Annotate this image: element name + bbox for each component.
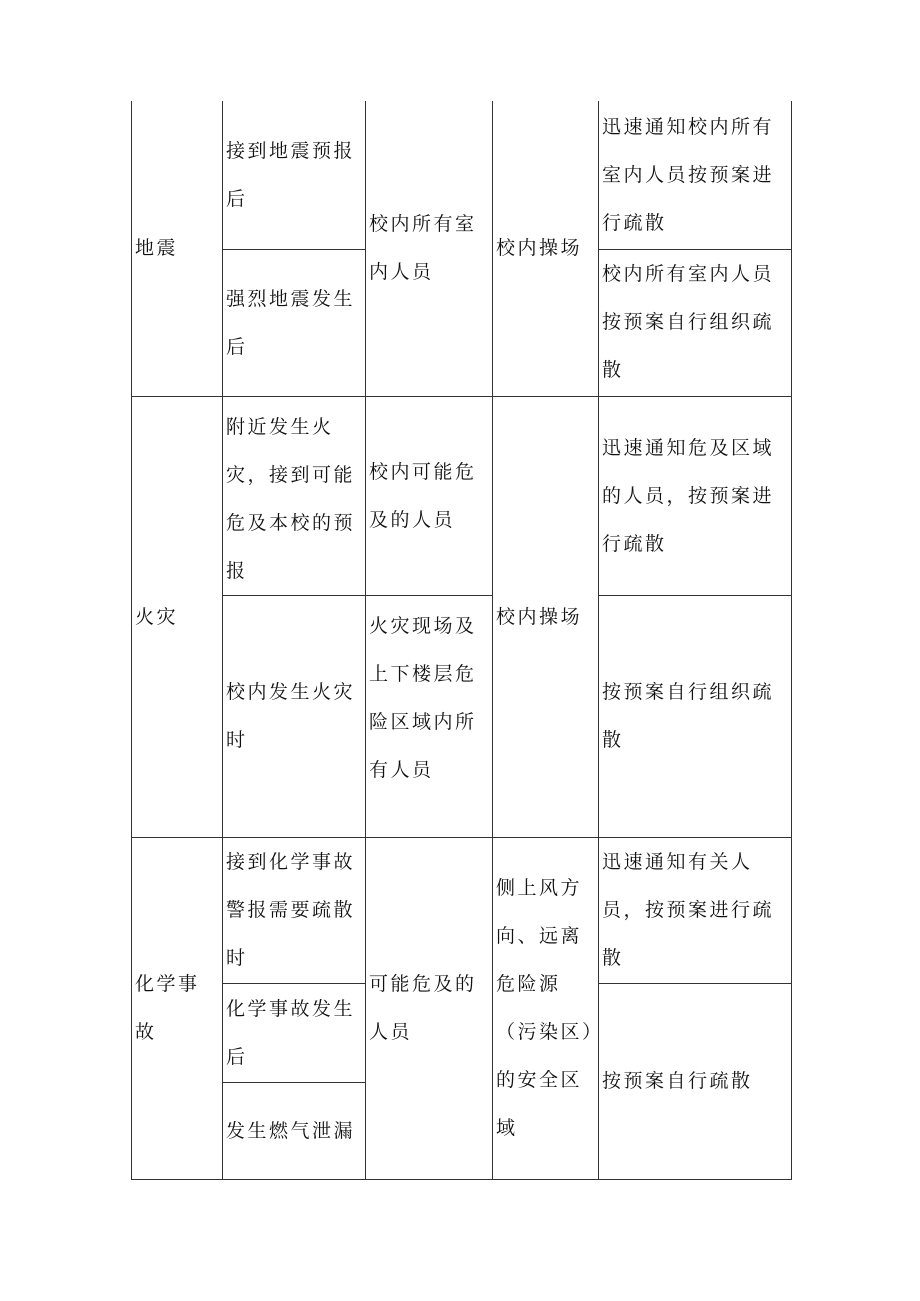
trigger-condition-cell [223,837,366,983]
evacuee-scope-cell [366,837,493,1179]
evacuee-scope-cell [366,396,493,595]
trigger-condition-cell [223,101,366,249]
hazard-type-cell [132,396,223,837]
hazard-type-cell [132,101,223,396]
assembly-place-cell [493,396,599,837]
assembly-place-cell [493,837,599,1179]
hazard-type-cell [132,837,223,1179]
action-cell [599,837,792,983]
trigger-condition-cell [223,983,366,1082]
action-label: 按预案自行组织疏散 [602,681,775,751]
action-cell [599,595,792,837]
evacuee-scope-label: 校内所有室内人员 [369,213,477,284]
trigger-condition-label: 接到化学事故警报需要疏散时 [226,851,356,969]
table-row [132,837,792,983]
action-label: 按预案自行疏散 [602,1070,753,1092]
table-row [132,396,792,595]
action-cell [599,101,792,249]
table-row [132,101,792,249]
assembly-place-label: 校内操场 [496,605,583,628]
assembly-place-label: 校内操场 [496,237,583,260]
action-label: 迅速通知校内所有室内人员按预案进行疏散 [602,115,775,234]
hazard-type-label: 化学事故 [135,973,200,1043]
evacuation-table [131,101,792,1180]
trigger-condition-label: 化学事故发生后 [226,997,356,1068]
assembly-place-cell [493,101,599,396]
trigger-condition-cell [223,595,366,837]
action-label: 迅速通知有关人员，按预案进行疏散 [602,851,775,969]
evacuee-scope-cell [366,595,493,837]
evacuee-scope-label: 校内可能危及的人员 [369,460,477,531]
assembly-place-label: 侧上风方向、远离危险源（污染区）的安全区域 [496,877,595,1139]
action-label: 迅速通知危及区域的人员，按预案进行疏散 [602,436,775,555]
hazard-type-label: 火灾 [135,605,179,628]
table-row [132,595,792,837]
trigger-condition-label: 校内发生火灾时 [226,681,356,751]
trigger-condition-label: 强烈地震发生后 [226,287,356,358]
trigger-condition-cell [223,396,366,595]
trigger-condition-cell [223,249,366,396]
evacuee-scope-cell [366,101,493,396]
hazard-type-label: 地震 [135,237,179,260]
trigger-condition-cell [223,1082,366,1179]
action-cell [599,249,792,396]
trigger-condition-label: 接到地震预报后 [226,139,356,210]
evacuee-scope-label: 可能危及的人员 [369,973,477,1043]
trigger-condition-label: 发生燃气泄漏 [226,1119,356,1142]
trigger-condition-label: 附近发生火灾，接到可能危及本校的预报 [226,415,356,582]
action-cell [599,983,792,1179]
evacuee-scope-label: 火灾现场及上下楼层危险区域内所有人员 [369,614,477,781]
action-label: 校内所有室内人员按预案自行组织疏散 [602,262,775,381]
action-cell [599,396,792,595]
